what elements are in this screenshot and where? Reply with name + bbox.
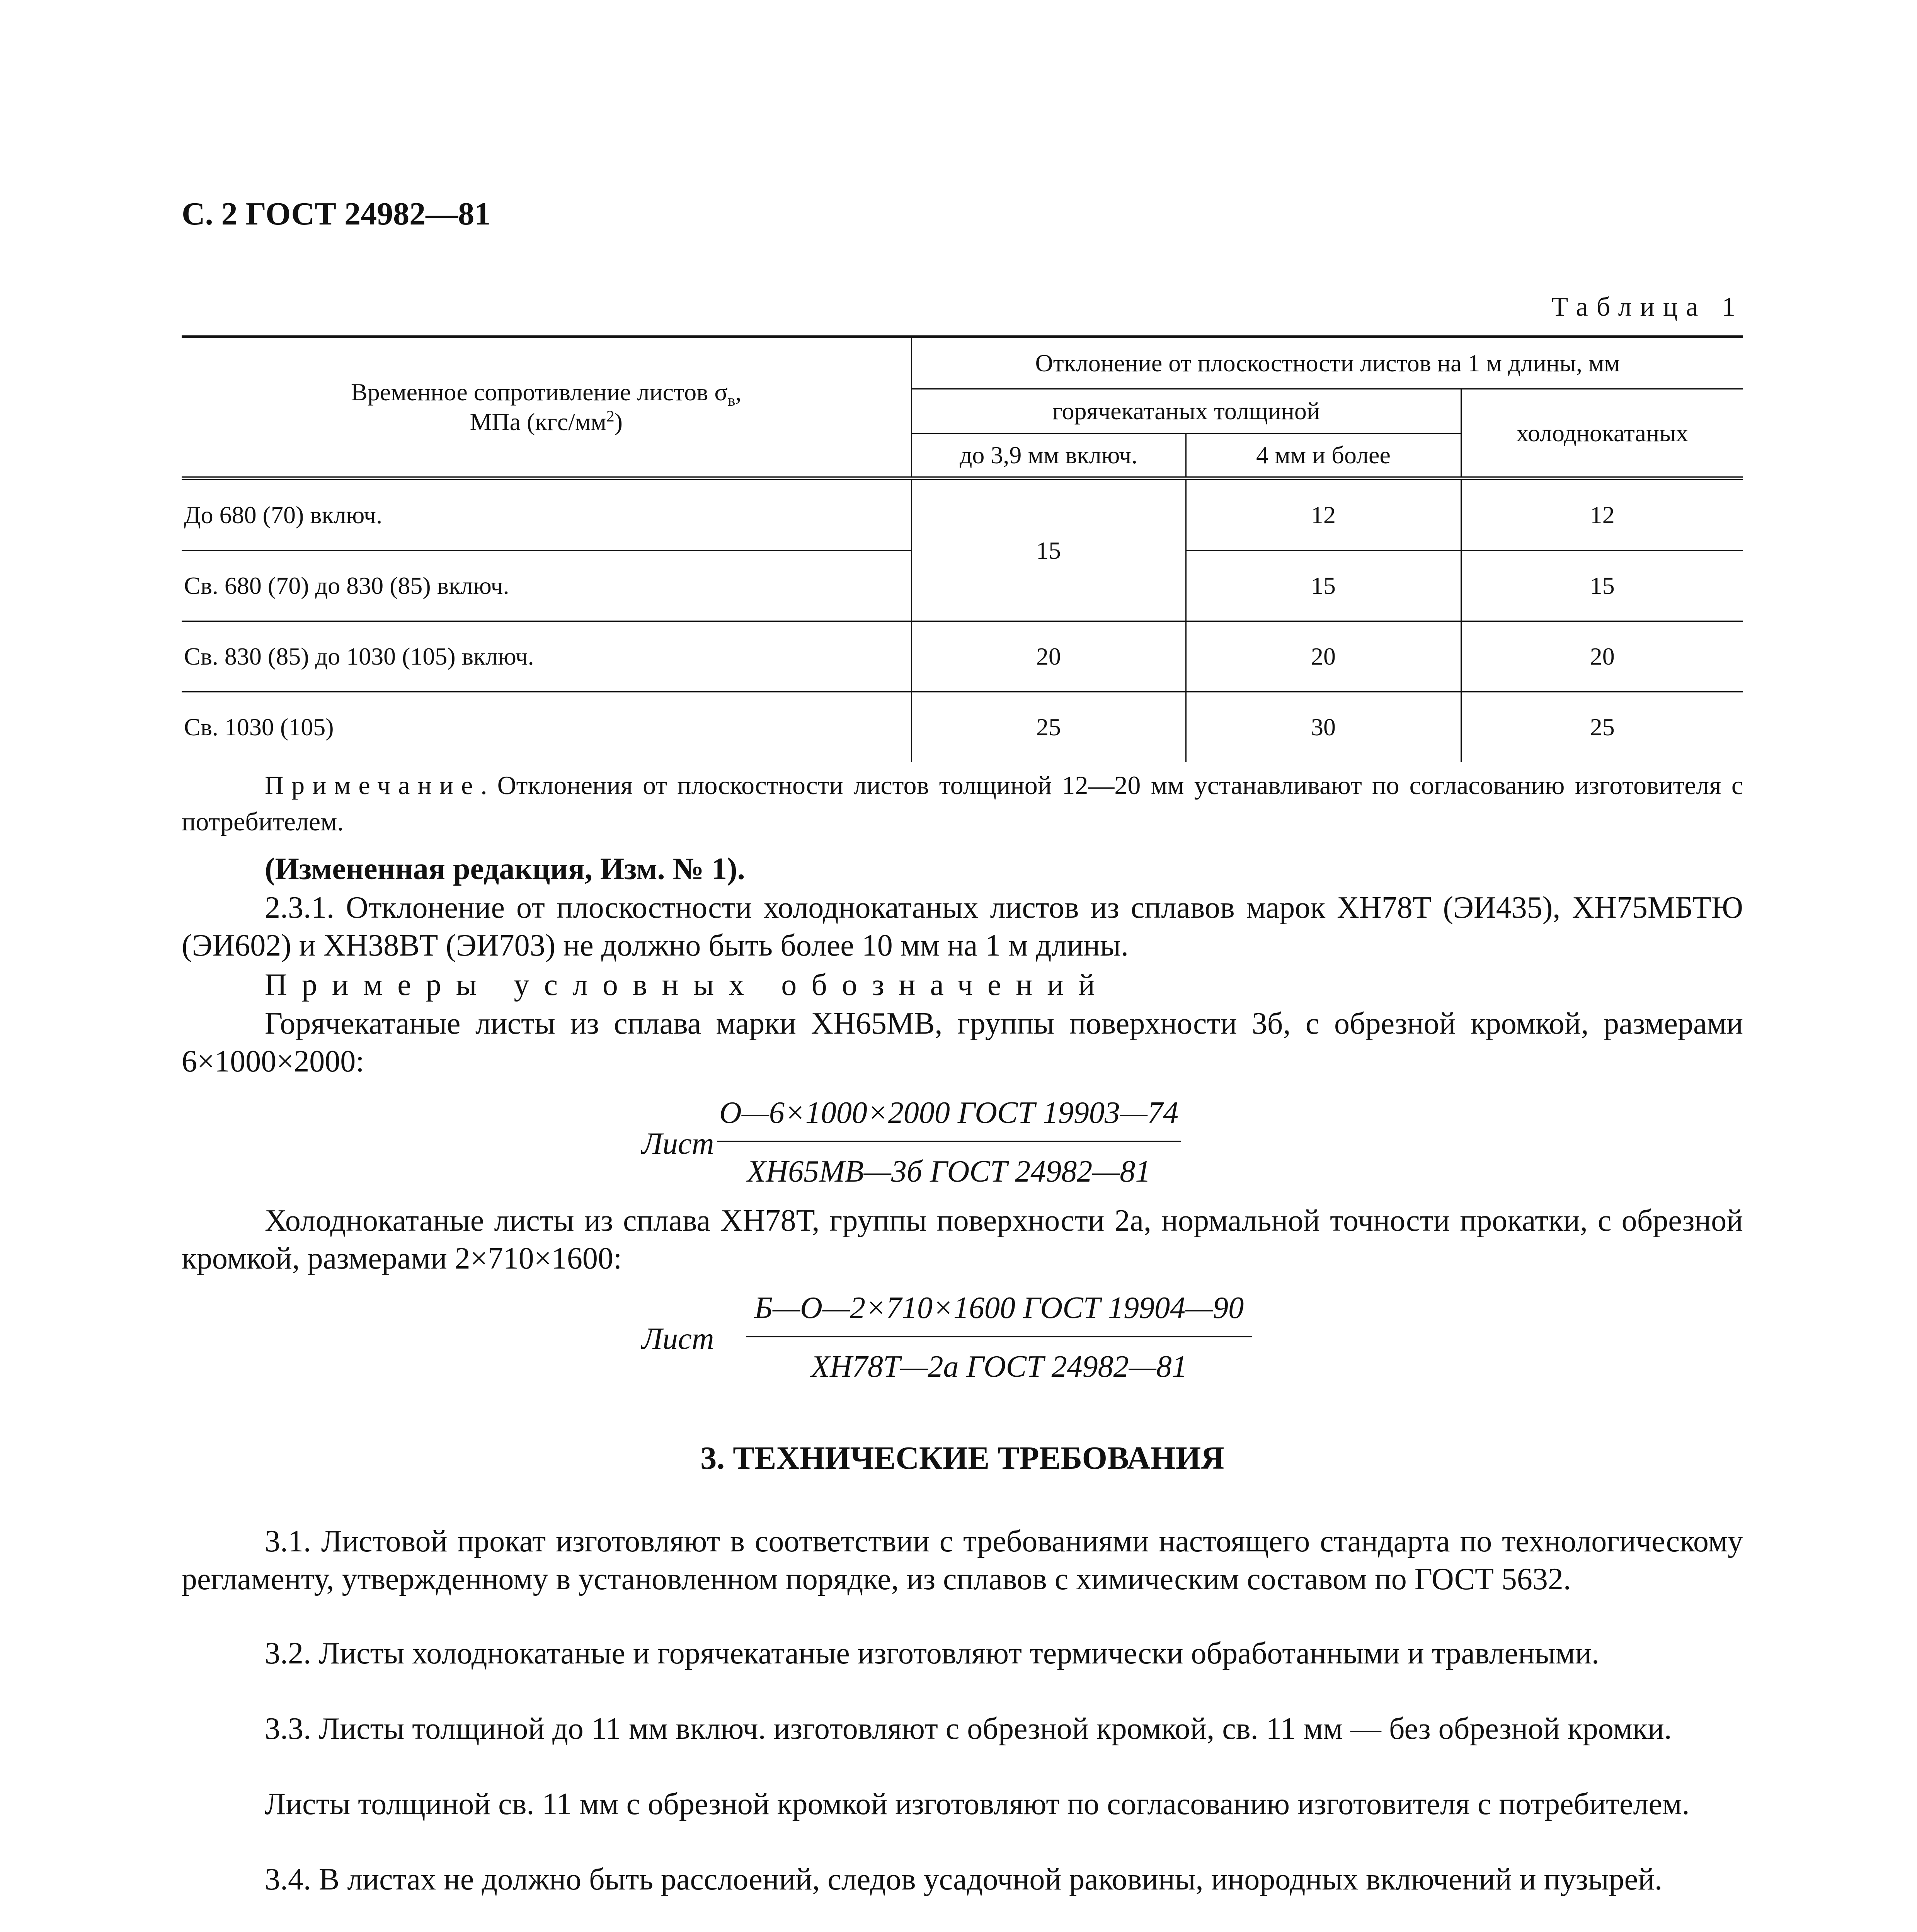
note-word: Примечание (265, 770, 481, 800)
section-title: 3. ТЕХНИЧЕСКИЕ ТРЕБОВАНИЯ (700, 1440, 1224, 1476)
t1-cell: 25 (1590, 713, 1615, 741)
designation-formula-2 (642, 1291, 1337, 1391)
t1-cell: 30 (1186, 692, 1461, 762)
t1-header-hot: горячекатаных толщиной (911, 389, 1461, 434)
examples-title: Примеры условных обозначений (265, 968, 1110, 1002)
formula2-label: Лист (642, 1322, 714, 1356)
paragraph-2-3-1: 2.3.1. Отклонение от плоскостности холоднокатаных листов из сплавов марок ХН78Т (ЭИ435), ХН75МБТЮ (ЭИ602) и ХН38ВТ (ЭИ703) не должно быть более 10 мм на 1 м длины. (182, 891, 1743, 963)
formula2-denominator: ХН78Т—2а ГОСТ 24982—81 (811, 1350, 1187, 1384)
formula2-numerator: Б—О—2×710×1600 ГОСТ 19904—90 (754, 1291, 1244, 1325)
t1-cell: 25 (911, 692, 1186, 762)
table1 (182, 335, 1743, 762)
t1-cell: 12 (1461, 478, 1743, 551)
paragraph-3-1: 3.1. Листовой прокат изготовляют в соответствии с требованиями настоящего стандарта по технологическому регламенту, утвержденному в установленном порядке, из сплавов с химическим составом по ГОСТ 5632. (182, 1524, 1743, 1596)
formula1-label: Лист (642, 1127, 714, 1161)
t1-header-deviation: Отклонение от плоскостности листов на 1 м длины, мм (911, 337, 1743, 389)
t1-row-label: До 680 (70) включ. (182, 478, 911, 551)
example2-text: Холоднокатаные листы из сплава ХН78Т, группы поверхности 2а, нормальной точности прокатки, с обрезной кромкой, размерами 2×710×1600: (182, 1204, 1743, 1276)
paragraph-3-3-b: Листы толщиной св. 11 мм с обрезной кромкой изготовляют по согласованию изготовителя с потребителем. (265, 1787, 1690, 1821)
t1-cell: 12 (1186, 478, 1461, 551)
t1-cell: 20 (1186, 621, 1461, 692)
formula2-fraction-bar (746, 1336, 1252, 1337)
t1-header-hot-thick: 4 мм и более (1186, 434, 1461, 479)
amendment-note: (Измененная редакция, Изм. № 1). (265, 852, 745, 886)
paragraph-3-3: 3.3. Листы толщиной до 11 мм включ. изготовляют с обрезной кромкой, св. 11 мм — без обрезной кромки. (265, 1712, 1672, 1746)
t1-header-hot-thin: до 3,9 мм включ. (911, 434, 1186, 479)
designation-formula-1 (642, 1095, 1299, 1196)
t1-row-label: Св. 680 (70) до 830 (85) включ. (182, 551, 911, 621)
table1-caption: Таблица 1 (1551, 292, 1744, 322)
t1-header-cold: холоднокатаных (1461, 389, 1743, 479)
table1-note: Примечание. Отклонения от плоскостности листов толщиной 12—20 мм устанавливают по согласованию изготовителя с потребителем. (182, 770, 1743, 836)
t1-header-resistance: Временное сопротивление листов $\sigma_в$, МПа $(кгс/мм^2)$ (182, 337, 911, 479)
formula1-numerator: О—6×1000×2000 ГОСТ 19903—74 (719, 1096, 1179, 1130)
t1-cell: 20 (1461, 621, 1743, 692)
formula1-denominator: ХН65МВ—3б ГОСТ 24982—81 (747, 1155, 1151, 1189)
t1-cell: 15 (1461, 551, 1743, 621)
formula1-fraction-bar (717, 1141, 1181, 1142)
t1-row-label: Св. 830 (85) до 1030 (105) включ. (182, 621, 911, 692)
paragraph-3-2: 3.2. Листы холоднокатаные и горячекатаные изготовляют термически обработанными и травлеными. (265, 1636, 1600, 1670)
t1-cell: 15 (1186, 551, 1461, 621)
page-header: С. 2 ГОСТ 24982—81 (182, 196, 491, 232)
t1-cell: 15 (911, 478, 1186, 621)
t1-cell: 20 (911, 621, 1186, 692)
paragraph-3-4: 3.4. В листах не должно быть расслоений, следов усадочной раковины, инородных включений и пузырей. (265, 1862, 1662, 1896)
example1-text: Горячекатаные листы из сплава марки ХН65МВ, группы поверхности 3б, с обрезной кромкой, размерами 6×1000×2000: (182, 1007, 1743, 1078)
t1-row-label: Св. 1030 (105) (182, 692, 911, 762)
